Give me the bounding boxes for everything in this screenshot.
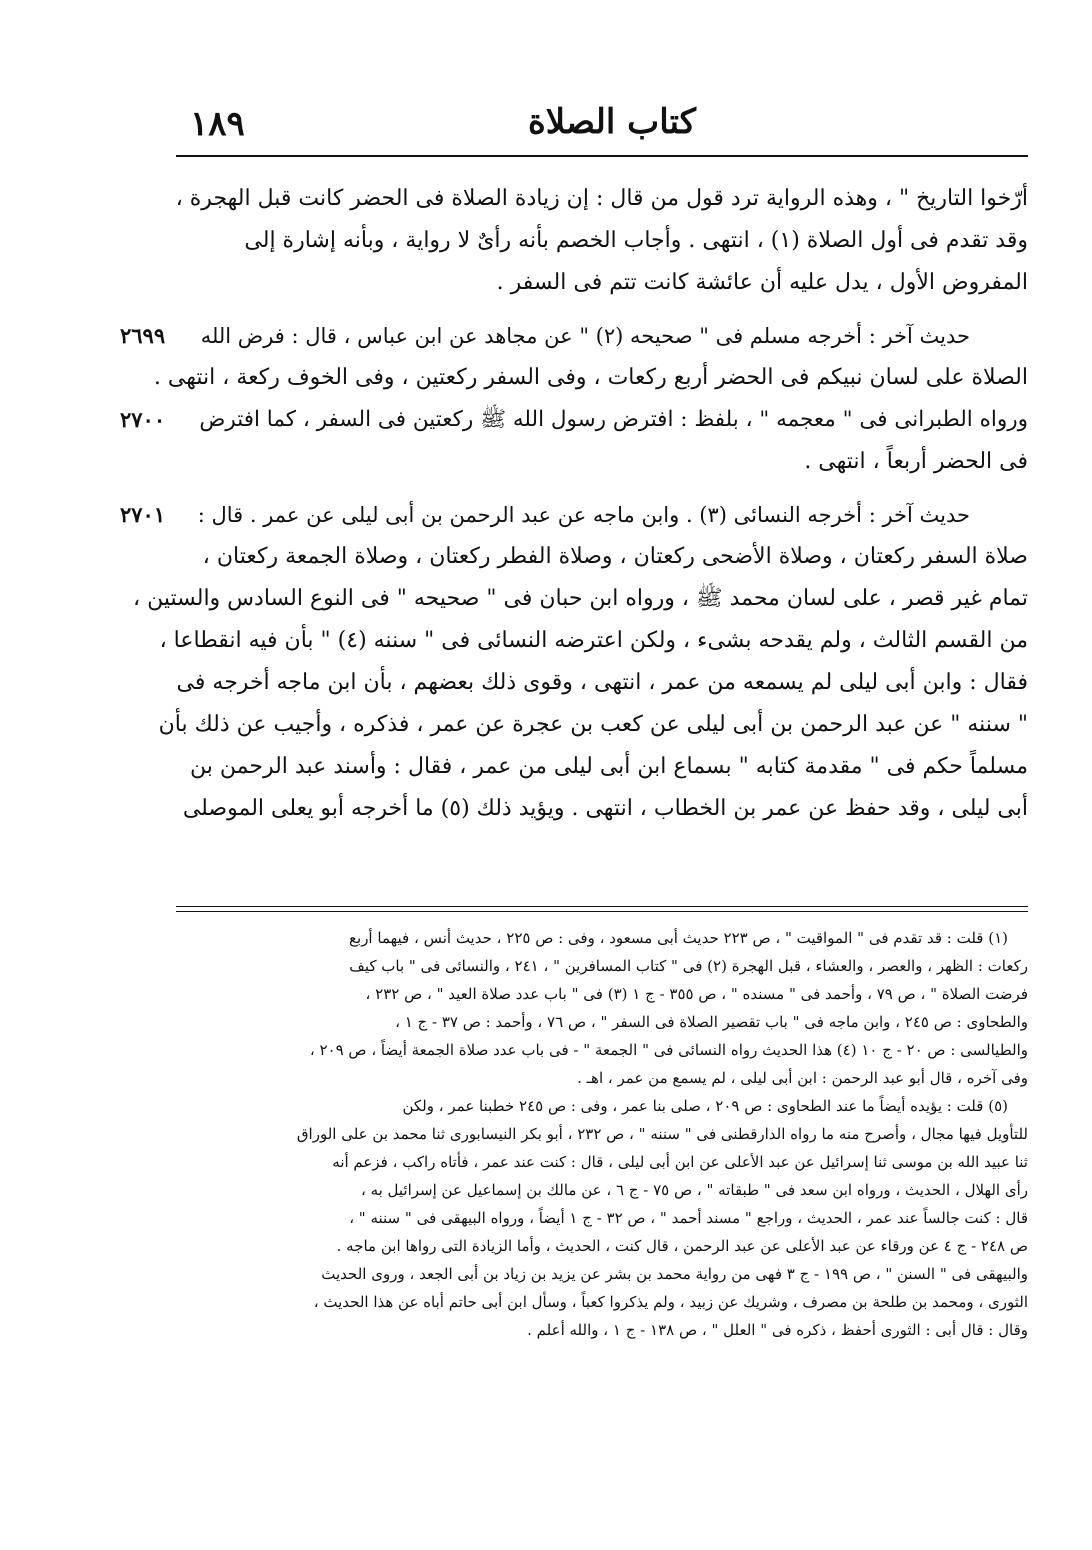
footnote-line: ص ٢٤٨ - ج ٤ عن ورقاء عن عبد الأعلى عن عبد الرحمن ، قال كنت ، الحديث ، وأما الزيادة التى رواها ابن ماجه .: [336, 1237, 1028, 1255]
text-line: " سننه " عن عبد الرحمن بن أبى ليلى عن كعب بن عجرة عن عمر ، فذكره ، وأجيب عن ذلك بأن: [158, 712, 1028, 737]
footnote-line: رأى الهلال ، الحديث ، ورواه ابن سعد فى " طبقاته " ، ص ٧٥ - ج ٦ ، عن مالك بن إسماعيل عن إسرائيل به ،: [360, 1181, 1028, 1199]
footnote-line: (١) قلت : قد تقدم فى " المواقيت " ، ص ٢٢٣ حديث أبى مسعود ، وفى : ص ٢٢٥ ، حديث أنس ، فيهما أربع: [349, 929, 1008, 947]
footnotes: [176, 924, 1028, 1344]
footnote-line: ثنا عبيد الله بن موسى ثنا إسرائيل عن عبد الأعلى عن ابن أبى ليلى ، قال : كنت عند عمر ، فأتاه راكب ، فزعم أنه: [332, 1153, 1028, 1171]
hadith-line: حديث آخر : أخرجه النسائى (٣) . وابن ماجه عن عبد الرحمن بن أبى ليلى عن عمر . قال : ٢٧٠١: [120, 494, 1028, 536]
footnote-line: فرضت الصلاة " ، ص ٧٩ ، وأحمد فى " مسنده " ، ص ٣٥٥ - ج ١ (٣) فى " باب عدد صلاة العيد " ، ص ٢٣٢ ،: [365, 985, 1028, 1003]
hadith-number: ٢٦٩٩: [120, 323, 166, 348]
text-line: أبى ليلى ، وقد حفظ عن عمر بن الخطاب ، انتهى . ويؤيد ذلك (٥) ما أخرجه أبو يعلى الموصلى: [182, 796, 1028, 821]
footnote-line: والبيهقى فى " السنن " ، ص ١٩٩ - ج ٣ فهى من رواية محمد بن بشر عن يزيد بن زياد بن أبى الجعد ، وروى الحديث: [321, 1265, 1028, 1283]
text-line: أرّخوا التاريخ " ، وهذه الرواية ترد قول من قال : إن زيادة الصلاة فى الحضر كانت قبل الهجرة ،: [175, 186, 1028, 211]
footnote-line: قال : كنت جالساً عند عمر ، الحديث ، وراجع " مسند أحمد " ، ص ٣٢ - ج ١ أيضاً ، ورواه البيهقى فى " سننه " ،: [349, 1209, 1028, 1227]
text-line: فى الحضر أربعاً ، انتهى .: [804, 449, 1028, 474]
hadith-line: حديث آخر : أخرجه مسلم فى " صحيحه (٢) " عن مجاهد عن ابن عباس ، قال : فرض الله ٢٦٩٩: [120, 315, 1028, 357]
footnote-separator: [176, 906, 1028, 912]
text-line: الصلاة على لسان نبيكم فى الحضر أربع ركعات ، وفى السفر ركعتين ، وفى الخوف ركعة ، انتهى .: [153, 365, 1028, 390]
hadith-number: ٢٧٠١: [120, 502, 166, 527]
text-line: صلاة السفر ركعتان ، وصلاة الأضحى ركعتان ، وصلاة الفطر ركعتان ، وصلاة الجمعة ركعتان ،: [202, 544, 1028, 569]
footnote-line: للتأويل فيها مجال ، وأصرح منه ما رواه الدارقطنى فى " سننه " ، ص ٢٣٢ ، أبو بكر النيسابورى ثنا محمد بن على الوراق: [296, 1125, 1028, 1143]
page-header: [176, 100, 1028, 156]
footnote-line: والطحاوى : ص ٢٤٥ ، وابن ماجه فى " باب تقصير الصلاة فى السفر " ، ص ٧٦ ، وأحمد : ص ٣٧ - ج ١ ،: [395, 1013, 1028, 1031]
main-text: [120, 178, 1028, 830]
footnote-line: وقال : قال أبى : الثورى أحفظ ، ذكره فى " العلل " ، ص ١٣٨ - ج ١ ، والله أعلم .: [527, 1321, 1028, 1339]
text-line: مسلماً حكم فى " مقدمة كتابه " بسماع ابن أبى ليلى من عمر ، فقال : وأسند عبد الرحمن بن: [190, 754, 1028, 779]
text-line: وقد تقدم فى أول الصلاة (١) ، انتهى . وأجاب الخصم بأنه رأىٌ لا رواية ، وبأنه إشارة إلى: [244, 228, 1028, 253]
page-title: كتاب الصلاة: [527, 102, 696, 142]
hadith-number: ٢٧٠٠: [120, 407, 166, 432]
footnote-line: وفى آخره ، قال أبو عبد الرحمن : ابن أبى ليلى ، لم يسمع من عمر ، اهـ .: [577, 1069, 1028, 1087]
footnote-line: الثورى ، ومحمد بن طلحة بن مصرف ، وشريك عن زبيد ، ولم يذكروا كعباً ، وسأل ابن أبى حاتم أباه عن هذا الحديث ،: [313, 1293, 1028, 1311]
text-line: من القسم الثالث ، ولم يقدحه بشىء ، ولكن اعترضه النسائى فى " سننه (٤) " بأن فيه انقطاعا ،: [159, 628, 1028, 653]
text-line: تمام غير قصر ، على لسان محمد ﷺ ، ورواه ابن حبان فى " صحيحه " فى النوع السادس والستين ،: [133, 586, 1028, 611]
header-rule: [176, 155, 1028, 157]
footnote-line: والطيالسى : ص ٢٠ - ج ١٠ (٤) هذا الحديث رواه النسائى فى " الجمعة " - فى باب عدد صلاة الجمعة أيضاً ، ص ٢٠٩ ،: [309, 1041, 1028, 1059]
text-line: المفروض الأول ، يدل عليه أن عائشة كانت تتم فى السفر .: [496, 270, 1028, 295]
footnote-line: (٥) قلت : يؤيده أيضاً ما عند الطحاوى : ص ٢٠٩ ، صلى بنا عمر ، وفى : ص ٢٤٥ خطبنا عمر ، ولكن: [402, 1097, 1008, 1115]
page-number: ١٨٩: [190, 104, 245, 144]
footnote-line: ركعات : الظهر ، والعصر ، والعشاء ، قبل الهجرة (٢) فى " كتاب المسافرين " ، ٢٤١ ، والنسائى فى " باب كيف: [349, 957, 1028, 975]
hadith-line: ورواه الطبرانى فى " معجمه " ، بلفظ : افترض رسول الله ﷺ ركعتين فى السفر ، كما افترض ٢٧٠٠: [120, 399, 1028, 441]
text-line: فقال : وابن أبى ليلى لم يسمعه من عمر ، انتهى ، وقوى ذلك بعضهم ، بأن ابن ماجه أخرجه فى: [176, 670, 1028, 695]
